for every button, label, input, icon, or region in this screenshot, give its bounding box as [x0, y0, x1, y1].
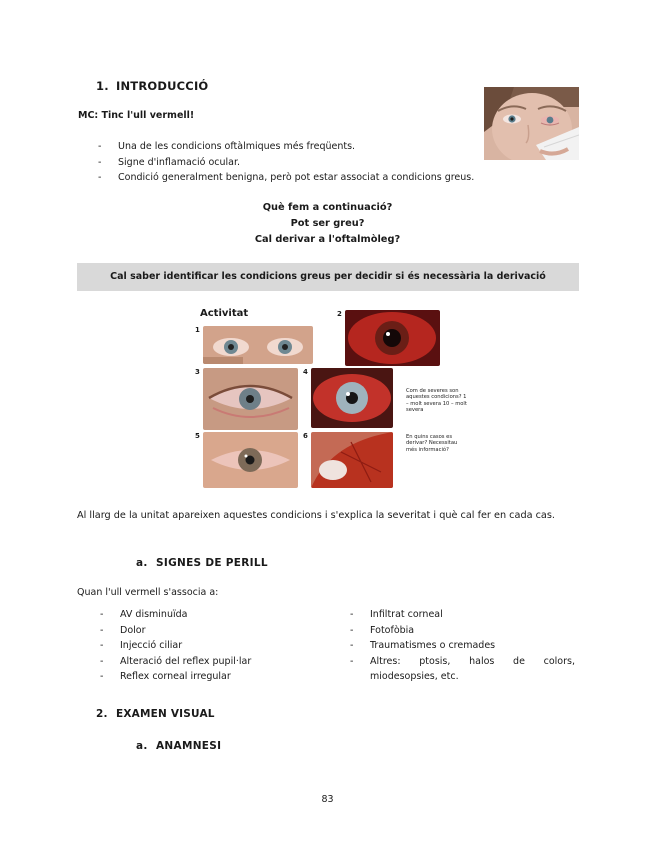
figure-label-1: 1	[195, 326, 200, 334]
subsection-heading-anamnesi: a. ANAMNESI	[136, 740, 222, 752]
list-item: - Una de les condicions oftàlmiques més freqüents.	[98, 141, 356, 152]
eye-photo-6	[311, 432, 393, 488]
figure-label-2: 2	[337, 310, 342, 318]
guiding-questions: Què fem a continuació? Pot ser greu? Cal derivar a l'oftalmòleg?	[254, 202, 401, 245]
figure-label-6: 6	[303, 432, 308, 440]
page-number: 83	[321, 794, 334, 805]
body-paragraph: Al llarg de la unitat apareixen aquestes condicions i s'explica la severitat i què cal fer en cada cas.	[77, 510, 555, 521]
figure-label-4: 4	[303, 368, 308, 376]
list-item: - AV disminuïda	[100, 609, 188, 620]
list-item: - Dolor	[100, 624, 146, 636]
list-item: - Condició generalment benigna, però pot estar associat a condicions greus.	[98, 172, 475, 183]
eye-photo-2	[345, 310, 440, 366]
eye-photo-5	[203, 432, 298, 488]
figure-title: Activitat	[200, 308, 249, 319]
section-heading-examen-visual: 2. EXAMEN VISUAL	[96, 708, 215, 720]
eye-photo-4	[311, 368, 393, 428]
list-item: - Alteració del reflex pupil·lar	[100, 655, 252, 667]
danger-signs-list-left	[100, 607, 330, 685]
figure-side-text-2: En quins casos es derivar? Necessitau més informació?	[406, 434, 458, 453]
section-heading-introduccio: 1. INTRODUCCIÓ	[96, 79, 209, 93]
list-item: - Traumatismes o cremades	[350, 640, 496, 651]
list-item: - Injecció ciliar	[100, 640, 183, 651]
figure-label-5: 5	[195, 432, 200, 440]
eye-photo-1	[203, 326, 313, 364]
figure-side-text-1: Com de severes son aquestes condicions? 1 – molt severa 10 – molt severa	[406, 388, 467, 414]
highlight-box: Cal saber identificar les condicions greus per decidir si és necessària la derivació	[77, 263, 579, 291]
list-item: - Signe d'inflamació ocular.	[98, 156, 241, 168]
list-intro: Quan l'ull vermell s'associa a:	[77, 587, 219, 598]
danger-signs-list-right	[350, 607, 575, 685]
activity-figure	[195, 306, 470, 490]
subsection-heading-signes: a. SIGNES DE PERILL	[136, 557, 268, 569]
list-item: - Reflex corneal irregular	[100, 671, 231, 682]
figure-label-3: 3	[195, 368, 200, 376]
eye-photo-3	[203, 368, 298, 430]
list-item: - Fotofòbia	[350, 624, 415, 636]
chief-complaint: MC: Tinc l'ull vermell!	[78, 110, 195, 121]
list-item: - Altres: ptosis, halos de colors, miodesopsies, etc.	[350, 655, 575, 682]
list-item: - Infiltrat corneal	[350, 609, 443, 620]
intro-bullet-list	[98, 139, 538, 186]
